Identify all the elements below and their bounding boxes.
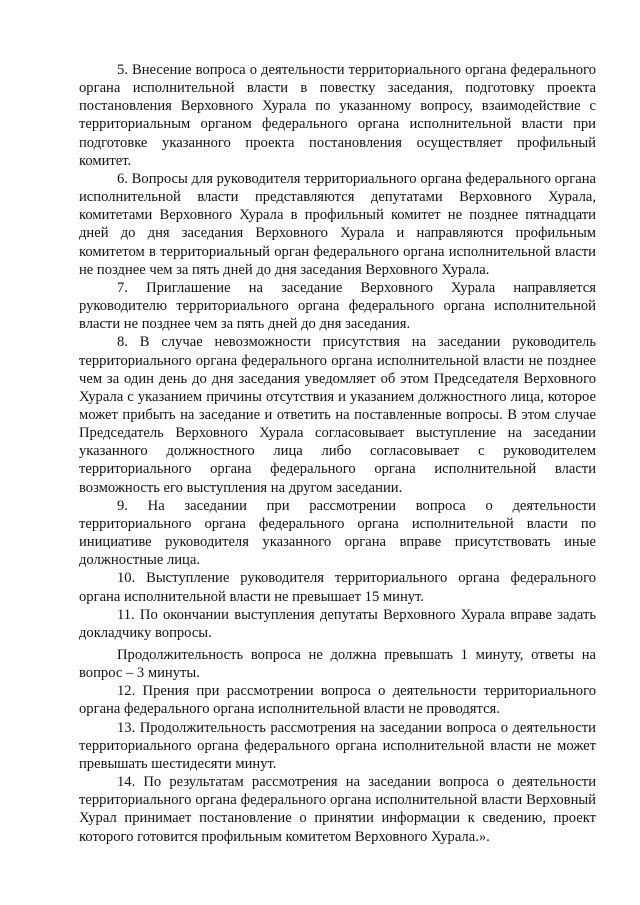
paragraph-12: 12. Прения при рассмотрении вопроса о деятельности территориального органа федерального органа исполнительной власти не проводятся. — [79, 683, 596, 718]
document-page — [79, 61, 596, 846]
paragraph-10: 10. Выступление руководителя территориального органа федерального органа исполнительной власти не превышает 15 минут. — [79, 570, 596, 605]
paragraph-9: 9. На заседании при рассмотрении вопроса о деятельности территориального органа федерального органа исполнительной власти по инициативе руководителя указанного органа вправе присутствовать иные должностные лица. — [79, 497, 596, 569]
paragraph-5: 5. Внесение вопроса о деятельности территориального органа федерального органа исполнительной власти в повестку заседания, подготовку проекта постановления Верховного Хурала по указанному вопросу, взаимодействие с территориальным органом федерального органа исполнительной власти при подготовке указанного проекта постановления осуществляет профильный комитет. — [79, 62, 596, 169]
paragraph-6: 6. Вопросы для руководителя территориального органа федерального органа исполнительной власти представляются депутатами Верховного Хурала, комитетами Верховного Хурала в профильный комитет не позднее пятнадцати дней до дня заседания Верховного Хурала и направляются профильным комитетом в территориальный орган федерального органа исполнительной власти не позднее чем за пять дней до дня заседания Верховного Хурала. — [79, 170, 596, 278]
paragraph-14: 14. По результатам рассмотрения на заседании вопроса о деятельности территориального органа федерального органа исполнительной власти Верховный Хурал принимает постановление о принятии информации к сведению, проект которого готовится профильным комитетом Верховного Хурала.». — [79, 774, 596, 845]
paragraph-11: 11. По окончании выступления депутаты Верховного Хурала вправе задать докладчику вопросы. — [79, 606, 596, 641]
paragraph-11-duration: Продолжительность вопроса не должна превышать 1 минуту, ответы на вопрос – 3 минуты. — [79, 647, 596, 682]
paragraph-13: 13. Продолжительность рассмотрения на заседании вопроса о деятельности территориального органа федерального органа исполнительной власти не может превышать шестидесяти минут. — [79, 719, 596, 772]
paragraph-8: 8. В случае невозможности присутствия на заседании руководитель территориального органа федерального органа исполнительной власти не позднее чем за один день до дня заседания уведомляет об этом Председателя Верховного Хурала с указанием причины отсутствия и указанием должностного лица, которое может прибыть на заседание и ответить на поставленные вопросы. В этом случае Председатель Верховного Хурала согласовывает выступление на заседании указанного должностного лица либо согласовывает с руководителем территориального органа федерального органа исполнительной власти возможность его выступления на другом заседании. — [79, 334, 596, 496]
paragraph-7: 7. Приглашение на заседание Верховного Хурала направляется руководителю территориального органа федерального органа исполнительной власти не позднее чем за пять дней до дня заседания. — [79, 279, 596, 333]
